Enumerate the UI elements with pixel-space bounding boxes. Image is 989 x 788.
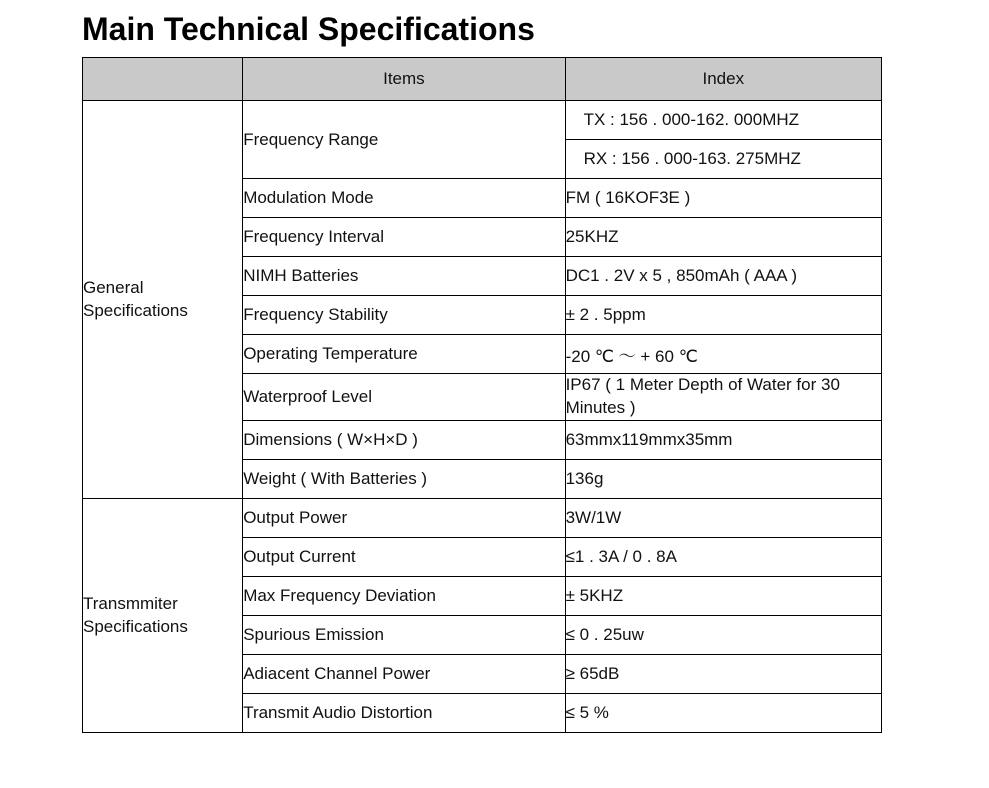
item-max-frequency-deviation: Max Frequency Deviation [243, 577, 565, 616]
item-waterproof-level: Waterproof Level [243, 374, 565, 421]
index-waterproof-level: IP67 ( 1 Meter Depth of Water for 30 Minutes ) [565, 374, 881, 421]
group-label-line1: General [83, 277, 144, 297]
document-page [0, 12, 989, 788]
index-output-power: 3W/1W [565, 499, 881, 538]
header-items: Items [243, 58, 565, 101]
item-output-current: Output Current [243, 538, 565, 577]
index-output-current: ≤1 . 3A / 0 . 8A [565, 538, 881, 577]
index-transmit-audio-distortion: ≤ 5 % [565, 694, 881, 733]
item-output-power: Output Power [243, 499, 565, 538]
item-weight: Weight ( With Batteries ) [243, 460, 565, 499]
header-index: Index [565, 58, 881, 101]
index-frequency-interval: 25KHZ [565, 218, 881, 257]
index-max-frequency-deviation: ± 5KHZ [565, 577, 881, 616]
item-frequency-stability: Frequency Stability [243, 296, 565, 335]
header-blank [83, 58, 243, 101]
table-row [83, 101, 882, 140]
item-spurious-emission: Spurious Emission [243, 616, 565, 655]
index-frequency-range-rx: RX : 156 . 000-163. 275MHZ [565, 140, 881, 179]
page-title: Main Technical Specifications [82, 11, 535, 47]
item-operating-temperature: Operating Temperature [243, 335, 565, 374]
index-operating-temperature: -20 ℃ ～ + 60 ℃ [565, 335, 881, 374]
item-nimh-batteries: NIMH Batteries [243, 257, 565, 296]
item-frequency-range: Frequency Range [243, 101, 565, 179]
index-frequency-range-tx: TX : 156 . 000-162. 000MHZ [565, 101, 881, 140]
index-spurious-emission: ≤ 0 . 25uw [565, 616, 881, 655]
specifications-table [82, 57, 882, 733]
item-adjacent-channel-power: Adiacent Channel Power [243, 655, 565, 694]
group-label-line2: Specifications [83, 300, 188, 320]
index-modulation-mode: FM ( 16KOF3E ) [565, 179, 881, 218]
item-transmit-audio-distortion: Transmit Audio Distortion [243, 694, 565, 733]
index-dimensions: 63mmx119mmx35mm [565, 421, 881, 460]
item-frequency-interval: Frequency Interval [243, 218, 565, 257]
table-row [83, 499, 882, 538]
group-label-line2: Specifications [83, 616, 188, 636]
group-label-line1: Transmmiter [83, 593, 178, 613]
group-label-transmitter [83, 499, 243, 733]
group-label-general [83, 101, 243, 499]
index-weight: 136g [565, 460, 881, 499]
index-nimh-batteries: DC1 . 2V x 5 , 850mAh ( AAA ) [565, 257, 881, 296]
table-header-row [83, 58, 882, 101]
table-header [83, 58, 882, 101]
index-frequency-stability: ± 2 . 5ppm [565, 296, 881, 335]
index-adjacent-channel-power: ≥ 65dB [565, 655, 881, 694]
item-dimensions: Dimensions ( W×H×D ) [243, 421, 565, 460]
item-modulation-mode: Modulation Mode [243, 179, 565, 218]
table-body [83, 101, 882, 733]
